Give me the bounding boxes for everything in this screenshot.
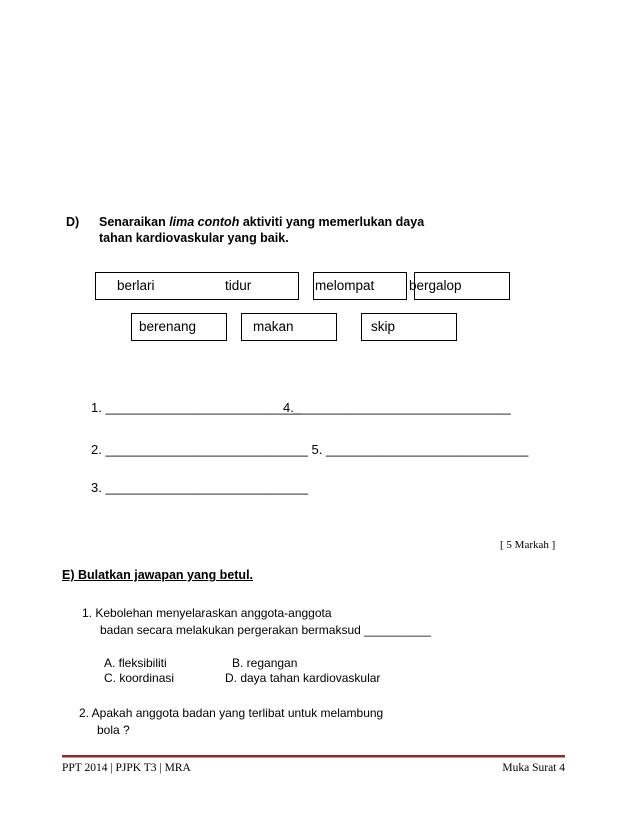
answer-line-1[interactable]: 1. ___________________________ — [91, 400, 301, 415]
answer-line-2-5[interactable]: 2. ____________________________ 5. ____________________________ — [91, 442, 529, 457]
question-d-label: D) — [66, 215, 80, 229]
option-melompat: melompat — [315, 278, 375, 293]
footer-left-text: PPT 2014 | PJPK T3 | MRA — [62, 762, 191, 774]
answer-line-4[interactable]: 4.______________________________ — [283, 400, 511, 415]
option-box-skip — [361, 313, 457, 341]
option-makan: makan — [253, 319, 294, 334]
question-2-line2: bola ? — [97, 723, 130, 737]
choice-b[interactable]: B. regangan — [232, 656, 298, 670]
option-tidur: tidur — [225, 278, 252, 293]
option-bergalop: bergalop — [409, 278, 462, 293]
footer-divider — [62, 755, 565, 758]
choice-d[interactable]: D. daya tahan kardiovaskular — [225, 671, 381, 685]
option-berenang: berenang — [139, 319, 197, 334]
question-1-line2: badan secara melakukan pergerakan bermaksud __________ — [100, 623, 431, 637]
question-d-text-line1 — [99, 214, 424, 231]
section-e-title: E) Bulatkan jawapan yang betul. — [62, 568, 254, 582]
choice-a[interactable]: A. fleksibiliti — [104, 656, 167, 670]
footer-page-number: Muka Surat 4 — [502, 762, 565, 774]
option-berlari: berlari — [117, 278, 155, 293]
question-d-text-b: aktiviti yang memerlukan daya — [239, 215, 425, 229]
choice-c[interactable]: C. koordinasi — [104, 671, 175, 685]
answer-line-3[interactable]: 3. ____________________________ — [91, 480, 308, 495]
question-2-line1: 2. Apakah anggota badan yang terlibat untuk melambung — [79, 706, 384, 720]
marks-label: [ 5 Markah ] — [500, 539, 556, 551]
option-box-berlari-tidur — [95, 272, 299, 300]
option-skip: skip — [371, 319, 396, 334]
option-box-melompat — [313, 272, 407, 300]
option-box-makan — [241, 313, 337, 341]
question-d-text-line2: tahan kardiovaskular yang baik. — [99, 231, 289, 245]
question-d-emphasis: lima contoh — [169, 215, 240, 229]
option-box-berenang — [131, 313, 227, 341]
question-d-text-a: Senaraikan — [99, 215, 170, 229]
question-1-line1: 1. Kebolehan menyelaraskan anggota-anggota — [82, 606, 332, 620]
